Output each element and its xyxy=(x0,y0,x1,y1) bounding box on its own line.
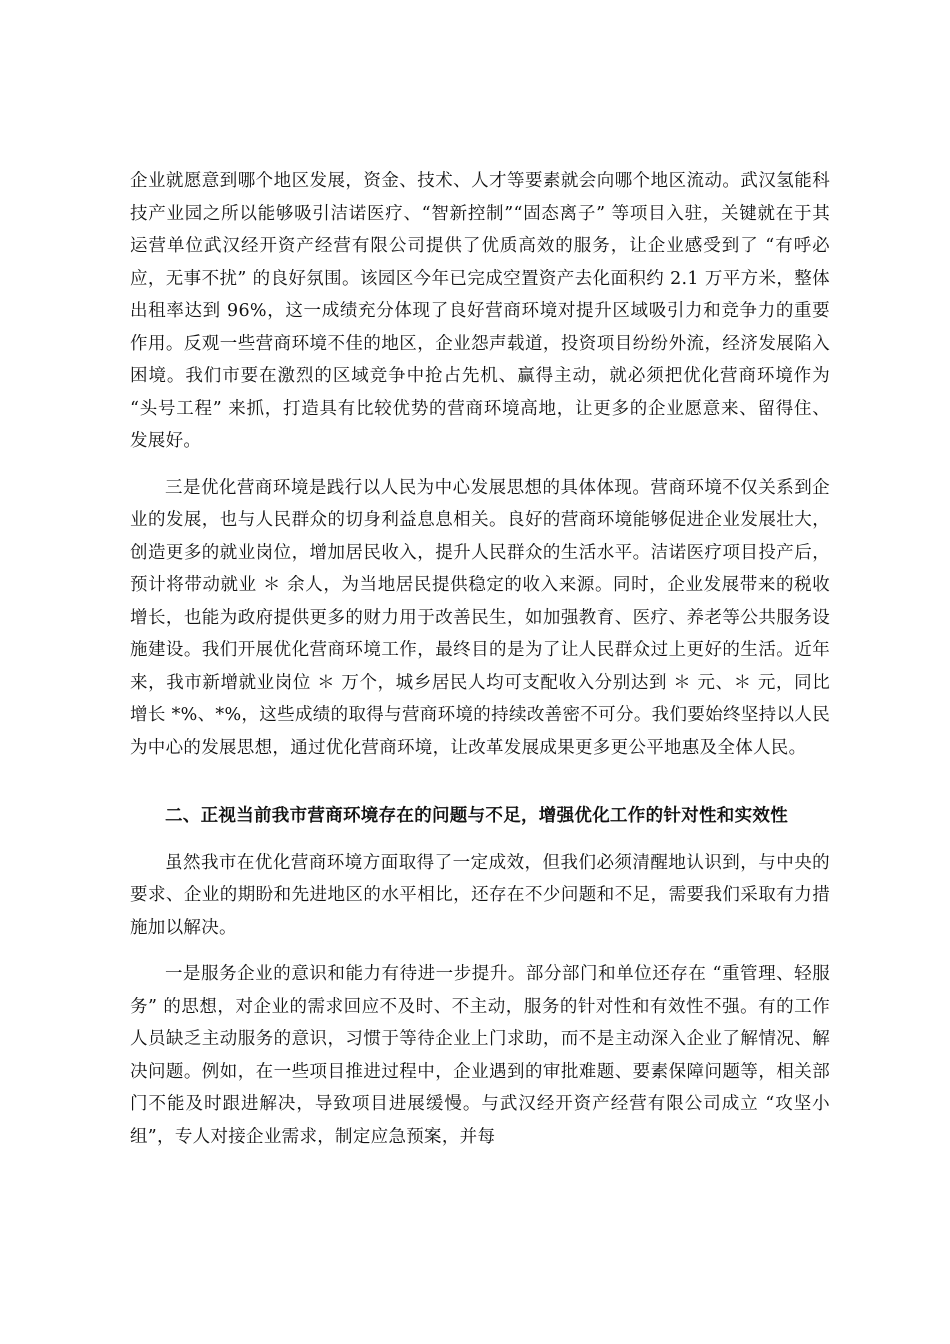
paragraph-point-three: 三是优化营商环境是践行以人民为中心发展思想的具体体现。营商环境不仅关系到企业的发展，也与人民群众的切身利益息息相关。良好的营商环境能够促进企业发展壮大，创造更多的就业岗位，增加居民收入，提升人民群众的生活水平。洁诺医疗项目投产后，预计将带动就业 ＊ 余人，为当地居民提供稳定的收入来源。同时，企业发展带来的税收增长，也能为政府提供更多的财力用于改善民生，如加强教育、医疗、养老等公共服务设施建设。我们开展优化营商环境工作，最终目的是为了让人民群众过上更好的生活。近年来，我市新增就业岗位 ＊ 万个，城乡居民人均可支配收入分别达到 ＊ 元、＊ 元，同比增长 *%、*%，这些成绩的取得与营商环境的持续改善密不可分。我们要始终坚持以人民为中心的发展思想，通过优化营商环境，让改革发展成果更多更公平地惠及全体人民。 xyxy=(130,477,830,758)
paragraph-point-one: 一是服务企业的意识和能力有待进一步提升。部分部门和单位还存在 “重管理、轻服务” 的思想，对企业的需求回应不及时、不主动，服务的针对性和有效性不强。有的工作人员缺乏主动服务的意识，习惯于等待企业上门求助，而不是主动深入企业了解情况、解决问题。例如，在一些项目推进过程中，企业遇到的审批难题、要素保障问题等，相关部门不能及时跟进解决，导致项目进展缓慢。与武汉经开资产经营有限公司成立 “攻坚小组”，专人对接企业需求，制定应急预案，并每 xyxy=(130,964,830,1147)
paragraph-intro-problems: 虽然我市在优化营商环境方面取得了一定成效，但我们必须清醒地认识到，与中央的要求、企业的期盼和先进地区的水平相比，还存在不少问题和不足，需要我们采取有力措施加以解决。 xyxy=(130,852,830,938)
paragraph-continued: 企业就愿意到哪个地区发展，资金、技术、人才等要素就会向哪个地区流动。武汉氢能科技产业园之所以能够吸引洁诺医疗、“智新控制”“固态离子” 等项目入驻，关键就在于其运营单位武汉经开资产经营有限公司提供了优质高效的服务，让企业感受到了 “有呼必应，无事不扰” 的良好氛围。该园区今年已完成空置资产去化面积约 2.1 万平方米，整体出租率达到 96%，这一成绩充分体现了良好营商环境对提升区域吸引力和竞争力的重要作用。反观一些营商环境不佳的地区，企业怨声载道，投资项目纷纷外流，经济发展陷入困境。我们市要在激烈的区域竞争中抢占先机、赢得主动，就必须把优化营商环境作为 “头号工程” 来抓，打造具有比较优势的营商环境高地，让更多的企业愿意来、留得住、发展好。 xyxy=(130,171,830,451)
document-page xyxy=(130,165,830,1167)
section-heading-2: 二、正视当前我市营商环境存在的问题与不足，增强优化工作的针对性和实效性 xyxy=(165,806,788,826)
